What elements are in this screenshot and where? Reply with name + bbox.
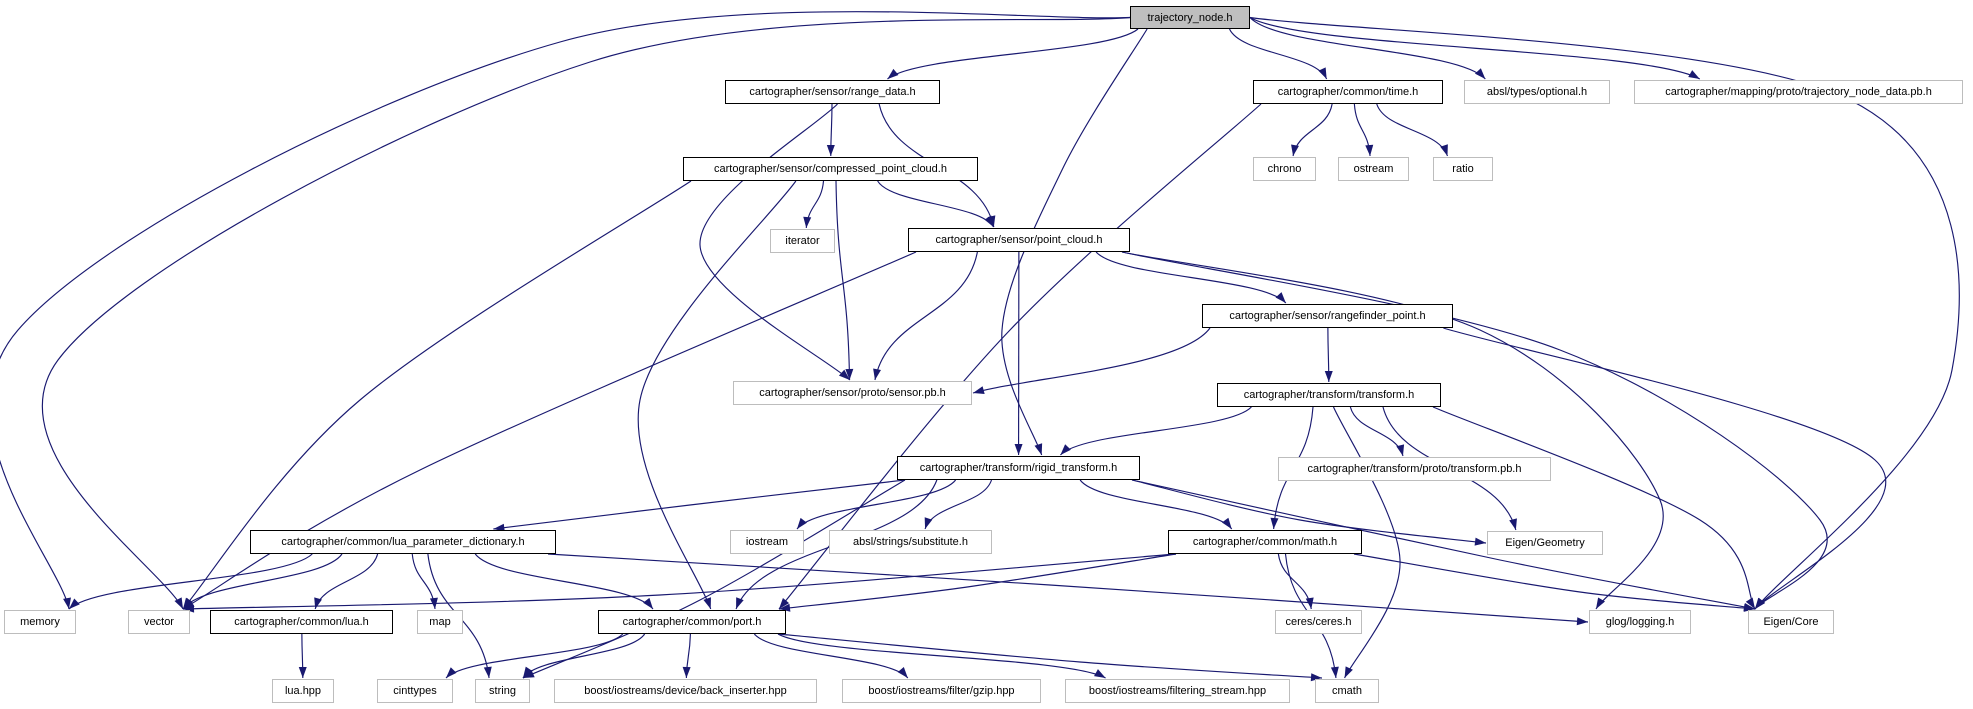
arrowhead-port-back_inserter	[683, 667, 691, 678]
arrowhead-port-cinttypes	[446, 667, 457, 678]
edge-main-memory	[0, 12, 1130, 609]
node-iostream: iostream	[730, 530, 804, 554]
arrowhead-transform-rigid	[1060, 444, 1070, 455]
node-cmath: cmath	[1315, 679, 1379, 703]
edge-main-optional	[1250, 18, 1485, 80]
node-lua_hpp: lua.hpp	[272, 679, 334, 703]
arrowhead-transform-eigen_geo	[1509, 518, 1517, 530]
node-tnd_pb: cartographer/mapping/proto/trajectory_node_data.pb.h	[1634, 80, 1963, 104]
node-rangefinder[interactable]: cartographer/sensor/rangefinder_point.h	[1202, 304, 1453, 328]
arrowhead-compressed-port	[703, 597, 711, 609]
arrowhead-main-memory	[63, 597, 71, 609]
node-filtering: boost/iostreams/filtering_stream.hpp	[1065, 679, 1290, 703]
node-sensor_pb: cartographer/sensor/proto/sensor.pb.h	[733, 381, 972, 405]
arrowhead-transform-cmath	[1345, 666, 1353, 678]
edge-point_cloud-sensor_pb	[875, 252, 977, 380]
node-cinttypes: cinttypes	[377, 679, 453, 703]
arrowhead-point_cloud-rangefinder	[1276, 292, 1286, 303]
edge-port-cinttypes	[446, 634, 623, 678]
node-memory: memory	[4, 610, 76, 634]
arrowhead-transform-math	[1271, 518, 1279, 529]
arrowhead-main-range_data	[887, 69, 898, 79]
node-map: map	[417, 610, 463, 634]
arrowhead-point_cloud-rigid	[1015, 444, 1023, 455]
node-iterator: iterator	[770, 229, 835, 253]
node-ceres: ceres/ceres.h	[1275, 610, 1362, 634]
node-glog: glog/logging.h	[1589, 610, 1691, 634]
node-gzip: boost/iostreams/filter/gzip.hpp	[842, 679, 1041, 703]
node-chrono: chrono	[1253, 157, 1316, 181]
arrowhead-lua-lua_hpp	[299, 667, 307, 678]
node-range_data[interactable]: cartographer/sensor/range_data.h	[725, 80, 940, 104]
arrowhead-math-cmath	[1331, 667, 1339, 678]
arrowhead-main-optional	[1475, 68, 1485, 79]
arrowhead-point_cloud-glog	[1596, 597, 1605, 609]
edge-port-gzip	[754, 634, 907, 678]
edge-lua_param-port	[475, 554, 653, 609]
node-ostream: ostream	[1338, 157, 1409, 181]
edge-transform-transform_pb	[1350, 407, 1403, 456]
arrowhead-lua_param-string	[484, 667, 492, 678]
arrowhead-lua_param-glog	[1577, 617, 1588, 625]
edge-rigid-lua_param	[493, 480, 905, 529]
edge-math-eigen_core	[1354, 554, 1755, 609]
edge-lua_param-lua	[315, 554, 377, 609]
node-transform_pb: cartographer/transform/proto/transform.pb.h	[1278, 457, 1551, 481]
edge-rigid-math	[1080, 480, 1232, 529]
edge-time-ratio	[1377, 104, 1448, 156]
edge-compressed-sensor_pb	[836, 181, 850, 380]
edge-point_cloud-vector	[183, 252, 916, 609]
arrowhead-main-tnd_pb	[1688, 70, 1700, 79]
arrowhead-range_data-compressed	[827, 145, 835, 156]
arrowhead-rigid-eigen_geo	[1475, 538, 1486, 546]
node-string: string	[475, 679, 530, 703]
arrowhead-rigid-port	[736, 597, 744, 609]
arrowhead-rangefinder-transform	[1325, 371, 1333, 382]
node-math[interactable]: cartographer/common/math.h	[1168, 530, 1362, 554]
node-time[interactable]: cartographer/common/time.h	[1253, 80, 1443, 104]
arrowhead-compressed-iterator	[803, 217, 811, 228]
edge-math-port	[779, 554, 1176, 609]
arrowhead-port-filtering	[1094, 669, 1106, 678]
node-substitute: absl/strings/substitute.h	[829, 530, 992, 554]
edge-time-chrono	[1293, 104, 1332, 156]
node-ratio: ratio	[1433, 157, 1493, 181]
arrowhead-main-time	[1318, 67, 1326, 79]
edge-port-cmath	[778, 634, 1322, 678]
arrowhead-rangefinder-sensor_pb	[973, 386, 985, 394]
node-lua[interactable]: cartographer/common/lua.h	[210, 610, 393, 634]
arrowhead-point_cloud-sensor_pb	[873, 368, 881, 380]
edge-transform-rigid	[1060, 407, 1251, 455]
edge-compressed-point_cloud	[878, 181, 994, 227]
arrowhead-rigid-math	[1222, 518, 1232, 529]
arrowhead-main-rigid	[1035, 443, 1043, 455]
edge-rigid-substitute	[925, 480, 991, 529]
node-rigid[interactable]: cartographer/transform/rigid_transform.h	[897, 456, 1140, 480]
arrowhead-time-ostream	[1365, 145, 1373, 156]
edge-rangefinder-sensor_pb	[973, 328, 1210, 393]
arrowhead-transform-transform_pb	[1396, 444, 1404, 456]
arrowhead-lua_param-port	[643, 598, 653, 609]
edge-main-vector	[42, 18, 1130, 610]
edge-main-time	[1230, 29, 1327, 79]
arrowhead-time-chrono	[1291, 144, 1299, 156]
arrowhead-rigid-iostream	[797, 518, 807, 529]
node-point_cloud[interactable]: cartographer/sensor/point_cloud.h	[908, 228, 1130, 252]
node-compressed[interactable]: cartographer/sensor/compressed_point_cloud.h	[683, 157, 978, 181]
node-port[interactable]: cartographer/common/port.h	[598, 610, 786, 634]
edge-port-string	[523, 634, 645, 678]
node-main[interactable]: trajectory_node.h	[1130, 6, 1250, 29]
node-back_inserter: boost/iostreams/device/back_inserter.hpp	[554, 679, 817, 703]
node-optional: absl/types/optional.h	[1464, 80, 1610, 104]
arrowhead-lua_param-memory	[69, 599, 80, 609]
arrowhead-port-gzip	[898, 667, 908, 678]
node-transform[interactable]: cartographer/transform/transform.h	[1217, 383, 1441, 407]
node-lua_param[interactable]: cartographer/common/lua_parameter_dictionary.h	[250, 530, 556, 554]
node-vector: vector	[128, 610, 190, 634]
node-eigen_core: Eigen/Core	[1748, 610, 1834, 634]
node-eigen_geo: Eigen/Geometry	[1487, 531, 1603, 555]
edge-port-filtering	[778, 634, 1106, 678]
edge-main-range_data	[887, 29, 1138, 79]
